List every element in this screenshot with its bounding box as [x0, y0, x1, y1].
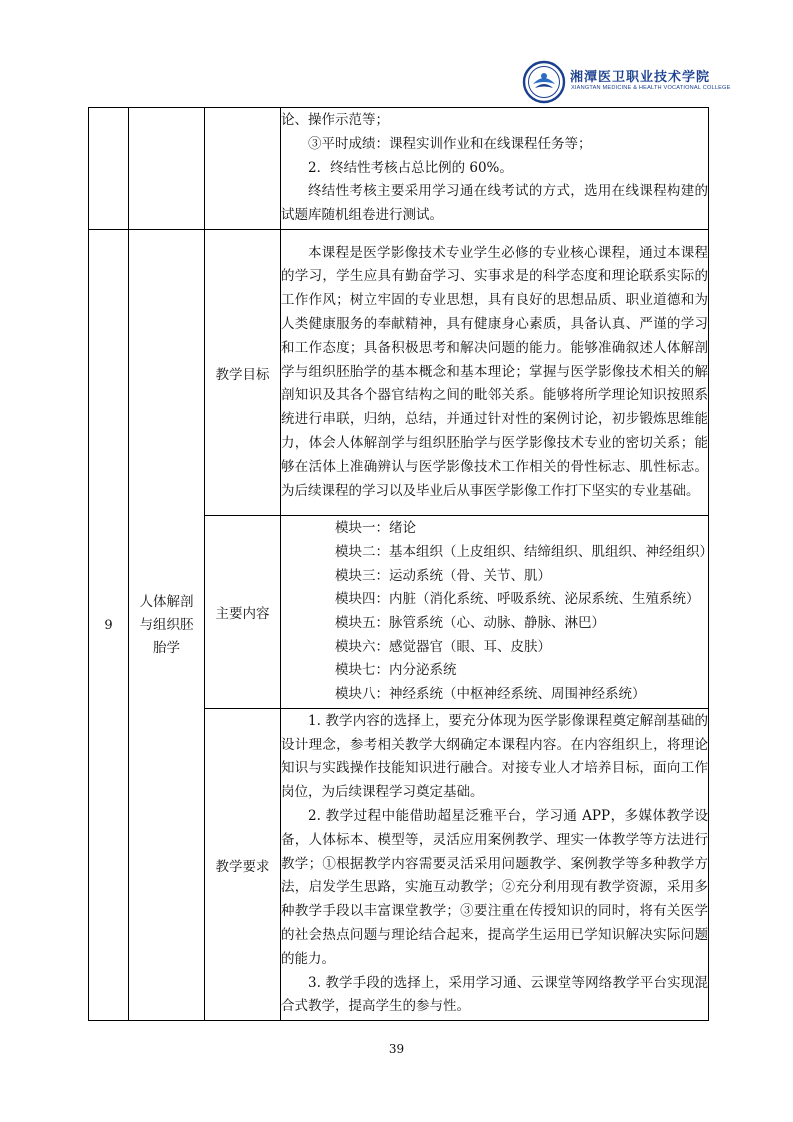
- page-number: 39: [388, 1042, 405, 1056]
- college-logo: [522, 60, 731, 106]
- empty-cell: [205, 108, 281, 230]
- course-name: [129, 230, 205, 1021]
- content-label: 主要内容: [205, 516, 281, 709]
- table-row-goals: [89, 230, 709, 516]
- requirement-paragraph: 3. 教学手段的选择上，采用学习通、云课堂等网络教学平台实现混合式教学，提高学生的参与性。: [281, 974, 708, 1015]
- module-item: 模块七：内分泌系统: [335, 662, 457, 679]
- module-item: 模块五：脉管系统（心、动脉、静脉、淋巴）: [335, 615, 605, 631]
- empty-cell: [89, 108, 129, 230]
- requirement-paragraph: 1. 教学内容的选择上，要充分体现为医学影像课程奠定解剖基础的设计理念，参考相关教学大纲确定本课程内容。在内容组织上，将理论知识与实践操作技能知识进行融合。对接专业人才培养目标，面向工作岗位，为后续课程学习奠定基础。: [281, 712, 708, 801]
- college-emblem-icon: [522, 60, 566, 104]
- assessment-line: ③平时成绩：课程实训作业和在线课程任务等；: [308, 135, 592, 152]
- college-name: 湘潭医卫职业技术学院: [570, 70, 711, 85]
- course-number: 9: [89, 230, 129, 1021]
- assessment-text: [281, 108, 709, 230]
- assessment-line: 论、操作示范等；: [281, 112, 389, 128]
- requirement-paragraph: 2. 教学过程中能借助超星泛雅平台，学习通 APP，多媒体教学设备，人体标本、模型等，灵活应用案例教学、理实一体教学等方法进行教学；①根据教学内容需要灵活采用问题教学、案例教学等多种教学方法，启发学生思路，实施互动教学；②充分利用现有教学资源，采用多种教学手段以丰富课堂教学；③要注重在传授知识的同时，将有关医学的社会热点问题与理论结合起来，提高学生运用已学知识解决实际问题的能力。: [281, 808, 708, 967]
- module-item: 模块二：基本组织（上皮组织、结缔组织、肌组织、神经组织）: [335, 543, 713, 560]
- module-item: 模块三：运动系统（骨、关节、肌）: [335, 567, 551, 584]
- college-name-en: XIANGTAN MEDICINE & HEALTH VOCATIONAL COLLEGE: [571, 85, 731, 91]
- course-name-text: 人体解剖与组织胚胎学: [139, 593, 194, 656]
- requirements-text: [281, 709, 709, 1021]
- course-table: [88, 107, 713, 1021]
- module-item: 模块四：内脏（消化系统、呼吸系统、泌尿系统、生殖系统）: [335, 591, 700, 608]
- module-item: 模块一：绪论: [335, 520, 416, 537]
- assessment-line: 2．终结性考核占总比例的 60%。: [308, 159, 513, 176]
- goals-paragraph: 本课程是医学影像技术专业学生必修的专业核心课程，通过本课程的学习，学生应具有勤奋学习、实事求是的科学态度和理论联系实际的工作作风；树立牢固的专业思想，具有良好的思想品质、职业道德和为人类健康服务的奉献精神，具有健康身心素质，具备认真、严谨的学习和工作态度；具备积极思考和解决问题的能力。能够准确叙述人体解剖学与组织胚胎学的基本概念和基本理论；掌握与医学影像技术相关的解剖知识及其各个器官结构之间的毗邻关系。能够将所学理论知识按照系统进行串联，归纳，总结，并通过针对性的案例讨论，初步锻炼思维能力，体会人体解剖学与组织胚胎学与医学影像技术专业的密切关系；能够在活体上准确辨认与医学影像技术工作相关的骨性标志、肌性标志。为后续课程的学习以及毕业后从事医学影像工作打下坚实的专业基础。: [281, 244, 708, 499]
- goals-label: 教学目标: [205, 230, 281, 516]
- module-item: 模块八：神经系统（中枢神经系统、周围神经系统）: [335, 686, 646, 703]
- empty-cell: [129, 108, 205, 230]
- requirements-label: 教学要求: [205, 709, 281, 1021]
- content-modules: [281, 516, 713, 709]
- goals-text: [281, 230, 709, 516]
- assessment-line: 终结性考核主要采用学习通在线考试的方式，选用在线课程构建的试题库随机组卷进行测试。: [281, 183, 708, 224]
- module-item: 模块六：感觉器官（眼、耳、皮肤）: [335, 638, 551, 655]
- table-row-assessment-continued: [89, 108, 709, 230]
